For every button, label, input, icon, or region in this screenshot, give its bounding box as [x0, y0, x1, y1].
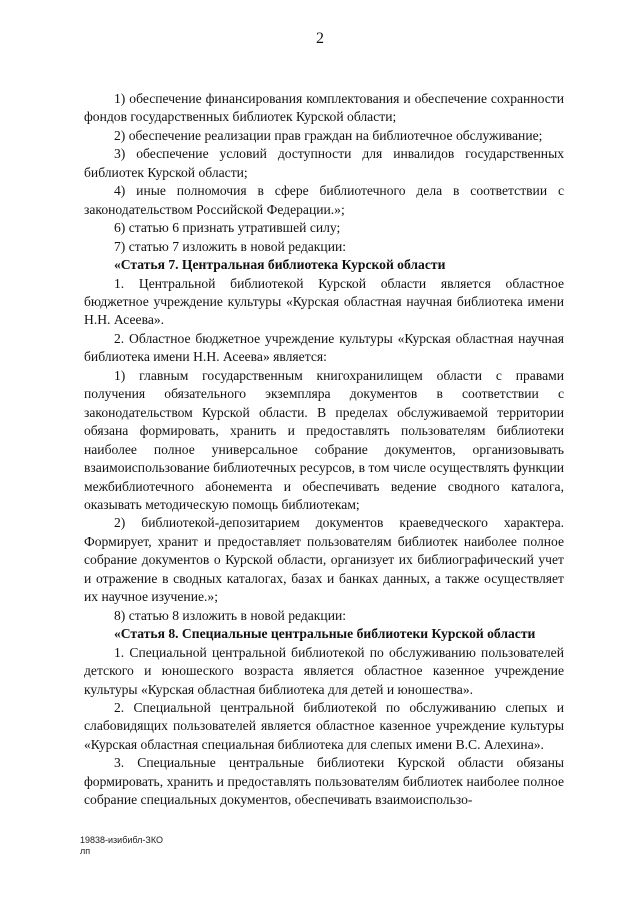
article-8-clause-1: 1. Специальной центральной библиотекой по обслуживанию пользователей детского и юношеского возраста является областное казенное учреждение культуры «Курская областная библиотека для детей и юношества». — [84, 644, 564, 697]
amendment-6: 6) статью 6 признать утратившей силу; — [114, 220, 341, 236]
article-7-clause-2: 2. Областное бюджетное учреждение культуры «Курская областная научная библиотека имени Н.Н. Асеева» является: — [84, 330, 564, 365]
list-item-2: 2) обеспечение реализации прав граждан на библиотечное обслуживание; — [114, 127, 543, 143]
article-7-heading: «Статья 7. Центральная библиотека Курской области — [114, 257, 446, 273]
article-7-subclause-2: 2) библиотекой-депозитарием документов краеведческого характера. Формирует, хранит и предоставляет пользователям библиотек наиболее полное собрание документов о Курской области, организует их библиографический учет и отражение в сводных каталогах, базах и банках данных, а также осуществляет их научное изучение.»; — [84, 515, 564, 605]
document-code: 19838-изибибл-ЗКО — [80, 835, 163, 845]
article-7-subclause-1: 1) главным государственным книгохранилищем области с правами получения обязательного экземпляра документов в соответствии с законодательством Курской области. В пределах обслуживаемой территории обязана формировать, хранить и предоставлять пользователям библиотеки наиболее полное универсальное собрание документов, организовывать взаимоиспользование библиотечных ресурсов, в том числе осуществлять функции межбиблиотечного абонемента и обеспечивать ведение сводного каталога, оказывать методическую помощь библиотекам; — [84, 367, 564, 512]
article-8-heading: «Статья 8. Специальные центральные библиотеки Курской области — [114, 626, 536, 642]
article-8-clause-2: 2. Специальной центральной библиотекой по обслуживанию слепых и слабовидящих пользователей является областное казенное учреждение культуры «Курская областная специальная библиотека для слепых имени В.С. Алехина». — [84, 699, 564, 752]
article-7-clause-1: 1. Центральной библиотекой Курской области является областное бюджетное учреждение культуры «Курская областная научная библиотека имени Н.Н. Асеева». — [84, 275, 564, 328]
document-footer — [80, 835, 163, 857]
list-item-3: 3) обеспечение условий доступности для инвалидов государственных библиотек Курской области; — [84, 146, 564, 180]
author-initials: лп — [80, 846, 91, 856]
list-item-1: 1) обеспечение финансирования комплектования и обеспечение сохранности фондов государственных библиотек Курской области; — [84, 91, 564, 125]
amendment-8: 8) статью 8 изложить в новой редакции: — [114, 607, 347, 623]
list-item-4: 4) иные полномочия в сфере библиотечного дела в соответствии с законодательством Российской Федерации.»; — [84, 183, 564, 217]
article-8-clause-3: 3. Специальные центральные библиотеки Курской области обязаны формировать, хранить и предоставлять пользователям библиотек наиболее полное собрание специальных документов, обеспечивать взаимоиспользо- — [84, 755, 564, 808]
document-body — [84, 90, 564, 810]
amendment-7: 7) статью 7 изложить в новой редакции: — [114, 238, 347, 254]
page-number: 2 — [316, 30, 324, 47]
